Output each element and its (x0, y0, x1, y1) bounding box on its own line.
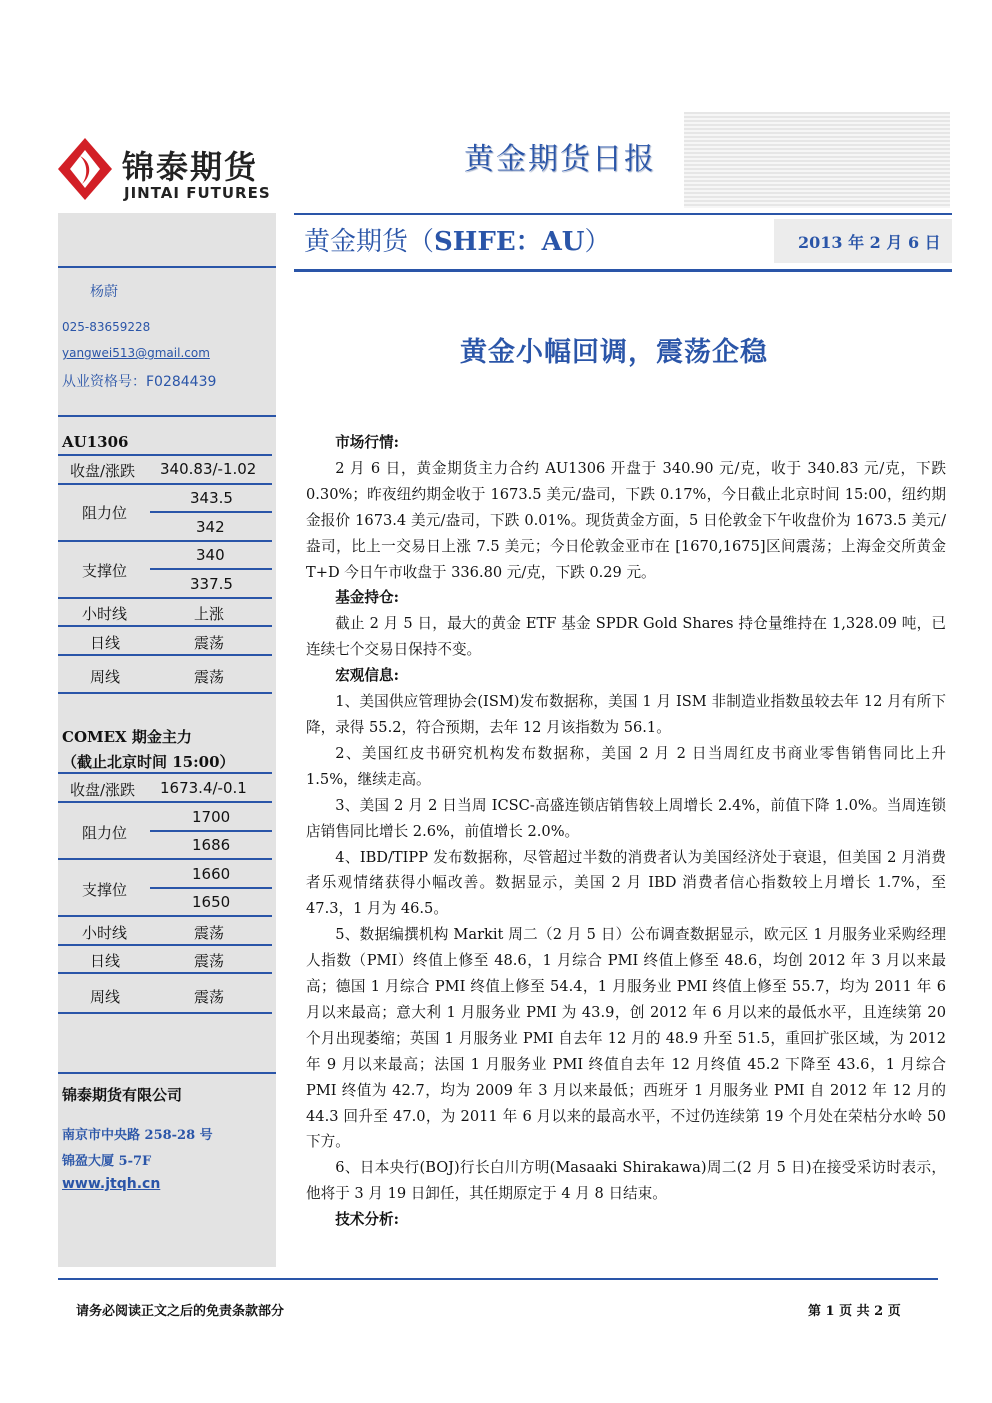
resistance-1: 343.5 (190, 489, 233, 507)
day-label: 日线 (90, 634, 121, 652)
day-value: 震荡 (194, 634, 225, 652)
hour-label: 小时线 (82, 605, 128, 623)
section-title-macro: 宏观信息: (335, 667, 399, 685)
resistance-2: 342 (196, 518, 225, 536)
table-rule (58, 944, 272, 946)
hour-value: 震荡 (194, 924, 225, 942)
analyst-name: 杨蔚 (90, 284, 118, 300)
close-value: 1673.4/-0.1 (160, 779, 247, 797)
table-rule (58, 692, 272, 694)
analyst-phone: 025-83659228 (62, 320, 151, 334)
day-label: 日线 (90, 952, 121, 970)
table-rule (58, 772, 272, 774)
paragraph: 2 月 6 日，黄金期货主力合约 AU1306 开盘于 340.90 元/克，收于 340.83 元/克，下跌 0.30%；昨夜纽约期金收于 1673.5 美元/盎司，下跌 0.17%，今日截止北京时间 15:00，纽约期金报价 1673.4 美元/盎司，下跌 0.01%。现货黄金方面，5 日伦敦金下午收盘价为 1673.5 美元/盎司，比上一交易日上涨 7.5 美元；今日伦敦金亚市在 [1670,1675]区间震荡；上海金交所黄金 T+D 今日午市收盘于 336.80 元/克，下跌 0.29 元。 (306, 459, 946, 581)
paragraph: 2、美国红皮书研究机构发布数据称，美国 2 月 2 日当周红皮书商业零售销售同比上升 1.5%，继续走高。 (306, 744, 946, 788)
section-title-technical: 技术分析: (335, 1211, 399, 1229)
week-value: 震荡 (194, 668, 225, 686)
report-title: 黄金期货日报 (464, 142, 656, 177)
product-suffix: ） (584, 227, 611, 257)
support-2: 1650 (192, 893, 231, 911)
paragraph: 5、数据编撰机构 Markit 周二（2 月 5 日）公布调查数据显示，欧元区 1 月服务业采购经理人指数（PMI）终值上修至 48.6，1 月综合 PMI 终值上修至 48.6，均创 2012 年 3 月以来最高；德国 1 月综合 PMI 终值上修至 54.4，1 月服务业 PMI 终值上修至 55.7，均为 2011 年 6 月以来最高；意大利 1 月服务业 PMI 为 43.9，创 2012 年 6 月以来的最低水平，且连续第 20 个月出现萎缩；英国 1 月服务业 PMI 自去年 12 月的 48.9 升至 51.5，重回扩张区域，为 2012 年 9 月以来最高；法国 1 月服务业 PMI 终值自去年 12 月终值 45.2 下降至 43.6，1 月综合 PMI 终值为 42.7，均为 2009 年 3 月以来最低；西班牙 1 月服务业 PMI 自 2012 年 12 月的 44.3 回升至 47.0，为 2011 年 6 月以来的最高水平，不过仍连续第 19 个月处在荣枯分水岭 50 下方。 (306, 926, 946, 1151)
hour-value: 上涨 (194, 605, 225, 623)
paragraph: 3、美国 2 月 2 日当周 ICSC-高盛连锁店销售较上周增长 2.4%，前值下降 1.0%。当周连锁店销售同比增长 2.6%，前值增长 2.0%。 (306, 796, 946, 840)
table-rule (58, 483, 272, 485)
support-1: 340 (196, 546, 225, 564)
table-rule (150, 830, 272, 832)
au-table (58, 452, 276, 694)
sidebar-divider (58, 415, 276, 417)
table-rule (150, 568, 272, 570)
analyst-email-link[interactable]: yangwei513@gmail.com (62, 346, 210, 360)
product-code: SHFE：AU (434, 227, 585, 257)
resistance-2: 1686 (192, 836, 231, 854)
section-title-market: 市场行情: (335, 434, 399, 451)
header-shade-box (684, 112, 950, 208)
footer-page-number: 第 1 页 共 2 页 (808, 1304, 901, 1319)
au-table-title: AU1306 (62, 433, 129, 451)
hour-label: 小时线 (82, 924, 128, 942)
table-rule (58, 858, 272, 860)
company-logo (58, 138, 288, 208)
logo-english-name: JINTAI FUTURES (124, 184, 271, 202)
table-rule (58, 625, 272, 627)
company-address-line1: 南京市中央路 258-28 号 (62, 1128, 213, 1143)
close-label: 收盘/涨跌 (70, 781, 136, 799)
comex-table-subtitle: （截止北京时间 15:00） (62, 753, 235, 771)
table-rule (58, 972, 272, 974)
table-rule (150, 887, 272, 889)
company-name: 锦泰期货有限公司 (62, 1086, 183, 1104)
paragraph: 4、IBD/TIPP 发布数据称，尽管超过半数的消费者认为美国经济处于衰退，但美国 2 月消费者乐观情绪获得小幅改善。数据显示，美国 2 月 IBD 消费者信心指数较上月增长 1.7%，至 47.3，1 月为 46.5。 (306, 848, 946, 918)
table-rule (58, 454, 272, 456)
support-label: 支撑位 (82, 881, 128, 899)
logo-chinese-name: 锦泰期货 (122, 148, 259, 186)
footer-rule (58, 1278, 938, 1280)
resistance-label: 阻力位 (82, 824, 128, 842)
section-title-fund: 基金持仓: (335, 589, 399, 607)
close-label: 收盘/涨跌 (70, 462, 136, 480)
sidebar-divider (58, 1072, 276, 1074)
table-rule (150, 511, 272, 513)
resistance-1: 1700 (192, 808, 231, 826)
table-rule (58, 1012, 272, 1014)
report-date: 2013 年 2 月 6 日 (798, 233, 941, 252)
product-title (304, 221, 611, 258)
sidebar-divider (58, 266, 276, 268)
table-rule (58, 597, 272, 599)
table-rule (58, 801, 272, 803)
support-label: 支撑位 (82, 562, 128, 580)
paragraph: 6、日本央行(BOJ)行长白川方明(Masaaki Shirakawa)周二(2 月 5 日)在接受采访时表示，他将于 3 月 19 日卸任，其任期原定于 4 月 8 日结束。 (306, 1159, 946, 1203)
support-1: 1660 (192, 865, 231, 883)
company-address-line2: 锦盈大厦 5-7F (62, 1154, 152, 1169)
table-rule (58, 915, 272, 917)
report-body (306, 430, 946, 1233)
product-prefix: 黄金期货（ (304, 227, 435, 257)
close-value: 340.83/-1.02 (160, 460, 257, 478)
comex-table-title: COMEX 期金主力 (62, 728, 192, 746)
headline: 黄金小幅回调，震荡企稳 (460, 337, 768, 368)
day-value: 震荡 (194, 952, 225, 970)
week-value: 震荡 (194, 988, 225, 1006)
support-2: 337.5 (190, 575, 233, 593)
comex-table (58, 772, 276, 1016)
table-rule (58, 654, 272, 656)
week-label: 周线 (90, 668, 121, 686)
company-website-link[interactable]: www.jtqh.cn (62, 1176, 161, 1192)
footer-disclaimer: 请务必阅读正文之后的免责条款部分 (76, 1304, 285, 1319)
paragraph: 1、美国供应管理协会(ISM)发布数据称，美国 1 月 ISM 非制造业指数虽较去年 12 月有所下降，录得 55.2，符合预期，去年 12 月该指数为 56.1。 (306, 693, 946, 736)
resistance-label: 阻力位 (82, 504, 128, 522)
analyst-license: 从业资格号：F0284439 (62, 374, 217, 390)
jintai-logo-icon (58, 138, 112, 200)
paragraph: 截止 2 月 5 日，最大的黄金 ETF 基金 SPDR Gold Shares 持仓量维持在 1,328.09 吨，已连续七个交易日保持不变。 (306, 615, 946, 659)
table-rule (58, 540, 272, 542)
week-label: 周线 (90, 988, 121, 1006)
